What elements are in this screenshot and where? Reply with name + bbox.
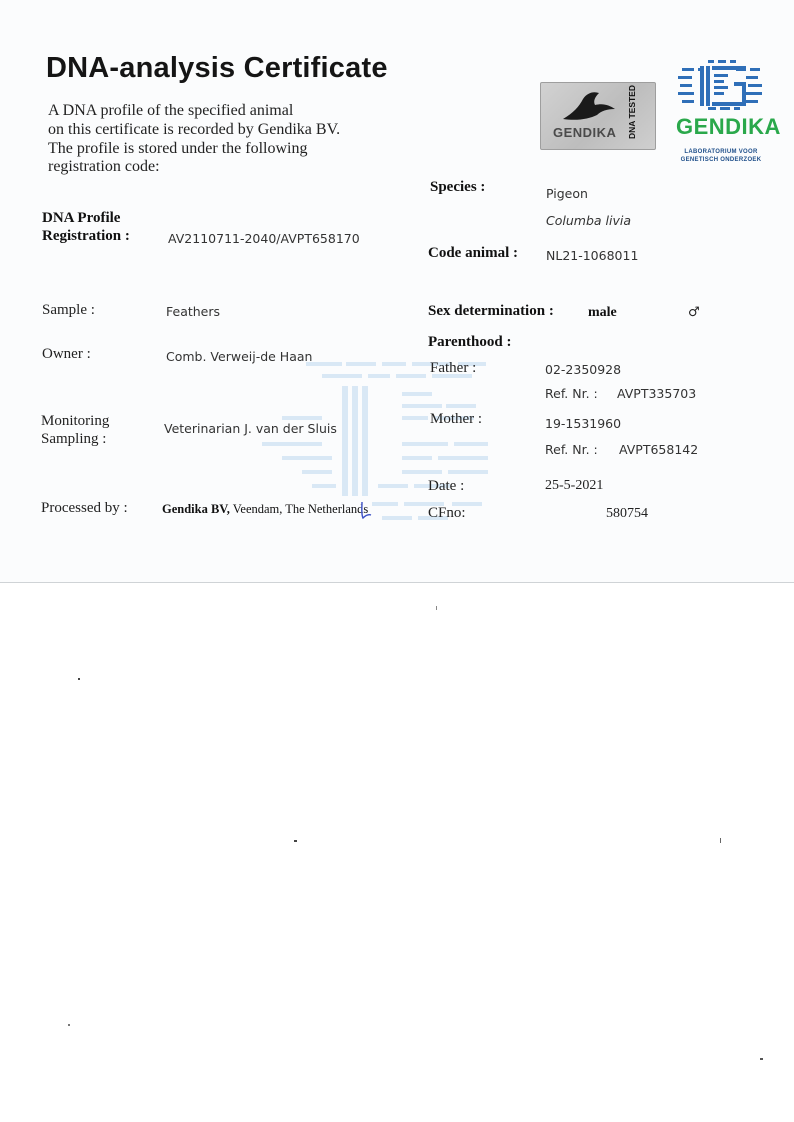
date-value: 25-5-2021 — [545, 478, 604, 493]
scan-speck — [68, 1024, 70, 1026]
intro-line-2: on this certificate is recorded by Gendika BV. — [48, 121, 341, 138]
gendika-subtitle-line-2: GENETISCH ONDERZOEK — [680, 157, 762, 163]
father-label: Father : — [430, 360, 477, 376]
code-animal-label: Code animal : — [428, 245, 518, 261]
intro-line-4: registration code: — [48, 158, 160, 175]
scan-speck — [78, 678, 80, 680]
dna-profile-value: AV2110711-2040/AVPT658170 — [168, 231, 360, 246]
scan-speck — [720, 838, 721, 843]
sample-label: Sample : — [42, 302, 95, 318]
dna-profile-label-line-1: DNA Profile — [42, 210, 121, 226]
father-ref-value: AVPT335703 — [617, 386, 697, 401]
sex-determination-label: Sex determination : — [428, 303, 554, 319]
intro-line-1: A DNA profile of the specified animal — [48, 102, 294, 119]
badge-dna-tested-text: DNA TESTED — [627, 85, 637, 139]
father-value: 02-2350928 — [545, 362, 622, 377]
parenthood-label: Parenthood : — [428, 334, 512, 350]
gendika-logo-wordmark: GENDIKA — [676, 114, 781, 139]
mother-ref-value: AVPT658142 — [619, 442, 699, 457]
gendika-logo-subtitle — [676, 148, 766, 164]
gendika-logo-icon — [678, 58, 766, 112]
bird-icon — [559, 89, 617, 125]
species-latin-value: Columba livia — [546, 213, 631, 228]
cfno-value: 580754 — [606, 506, 648, 521]
processed-by-company: Gendika BV, — [162, 502, 230, 516]
monitoring-value: Veterinarian J. van der Sluis — [164, 421, 337, 436]
cfno-label: CFno: — [428, 505, 466, 521]
mother-ref-label: Ref. Nr. : — [545, 442, 598, 457]
owner-label: Owner : — [42, 346, 91, 362]
mother-label: Mother : — [430, 411, 483, 427]
scan-speck — [294, 840, 297, 842]
processed-by-location: Veendam, The Netherlands — [232, 502, 369, 516]
mother-value: 19-1531960 — [545, 416, 622, 431]
father-ref-label: Ref. Nr. : — [545, 386, 598, 401]
sample-value: Feathers — [166, 304, 221, 319]
code-animal-value: NL21-1068011 — [546, 248, 639, 263]
monitoring-label-line-2: Sampling : — [41, 431, 107, 447]
owner-value: Comb. Verweij-de Haan — [166, 349, 313, 364]
pen-mark-icon — [358, 500, 374, 520]
page-title: DNA-analysis Certificate — [46, 52, 388, 84]
species-common-value: Pigeon — [546, 186, 588, 201]
date-label: Date : — [428, 478, 465, 494]
gendika-subtitle-line-1: LABORATORIUM VOOR — [684, 149, 758, 155]
scan-speck — [760, 1058, 763, 1060]
scan-speck — [436, 606, 437, 610]
sex-value: male — [588, 305, 617, 320]
processed-by-label: Processed by : — [41, 500, 128, 516]
male-symbol-icon: ♂ — [688, 305, 700, 320]
species-label: Species : — [430, 179, 486, 195]
badge-brand-text: GENDIKA — [553, 125, 617, 140]
monitoring-label-line-1: Monitoring — [41, 413, 110, 429]
intro-line-3: The profile is stored under the following — [48, 140, 308, 157]
dna-profile-label-line-2: Registration : — [42, 228, 130, 244]
processed-by-value — [162, 502, 368, 517]
dna-tested-badge — [540, 82, 656, 150]
